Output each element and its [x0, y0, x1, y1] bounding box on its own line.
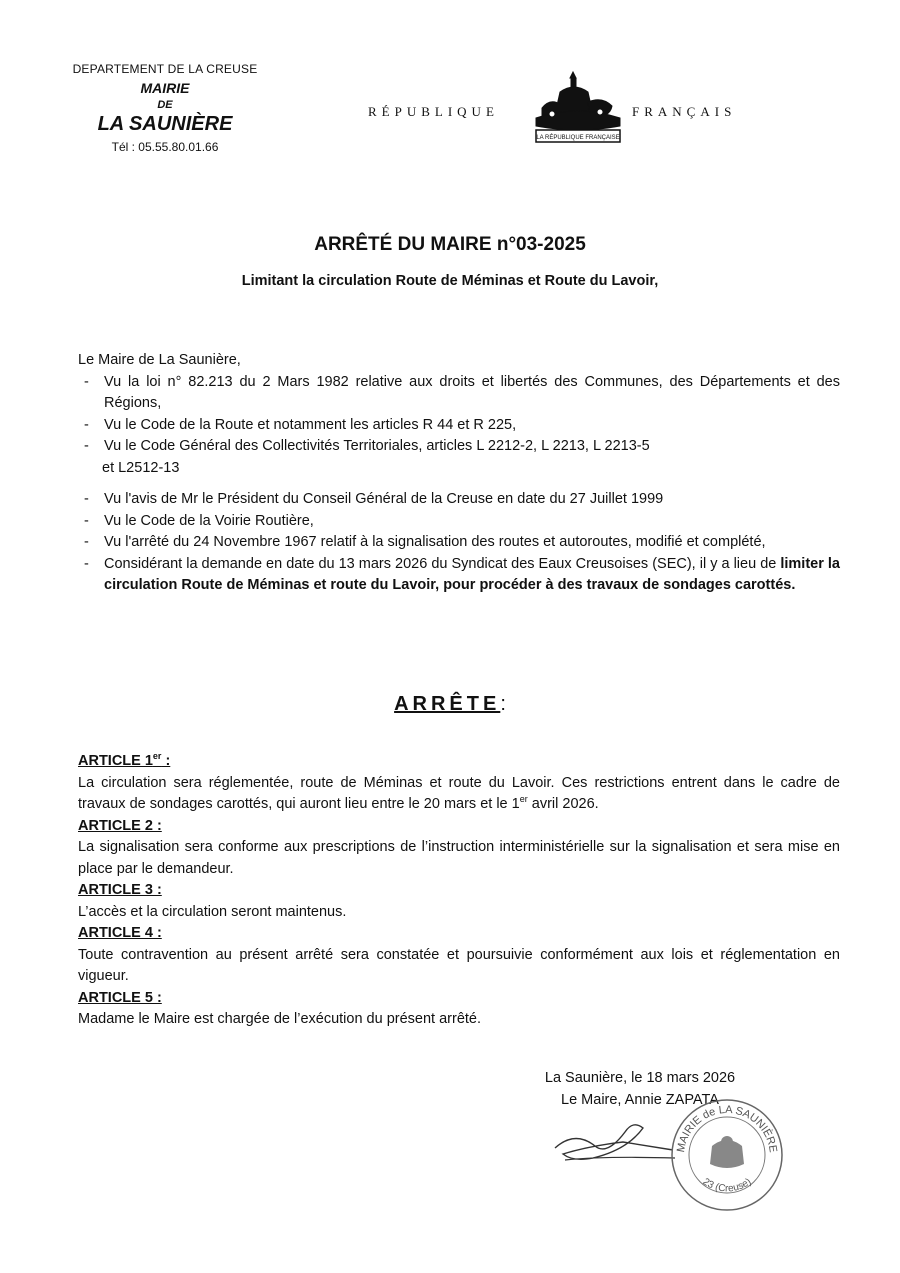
- considerant-end: .: [791, 577, 796, 593]
- visa-item: - Vu le Code de la Route et notamment les articles R 44 et R 225,: [78, 415, 840, 437]
- visa-item: - Vu la loi n° 82.213 du 2 Mars 1982 relative aux droits et libertés des Communes, des Départements et des Régions,: [78, 372, 840, 415]
- article-2-text: La signalisation sera conforme aux prescriptions de l’instruction interministérielle sur la signalisation et sera mise en place par le demandeur.: [78, 839, 840, 877]
- article-3-heading: ARTICLE 3 :: [78, 882, 162, 898]
- arrete-heading: [0, 693, 900, 716]
- arrete-colon: :: [500, 693, 506, 715]
- de-label: DE: [157, 99, 173, 111]
- stamp-top-text: MAIRIE de LA SAUNIÈRE: [675, 1103, 779, 1154]
- document-subtitle: Limitant la circulation Route de Méminas et Route du Lavoir,: [241, 273, 659, 289]
- visa-continuation: et L2512-13: [102, 459, 180, 476]
- article-4-text: Toute contravention au présent arrêté sera constatée et poursuivie conformément aux lois et réglementation en vigueur.: [78, 946, 840, 984]
- article-1-heading: [78, 751, 840, 773]
- signatory: Le Maire, Annie ZAPATA: [561, 1092, 719, 1108]
- republique-label: RÉPUBLIQUE: [368, 104, 499, 119]
- arrete-word: ARRÊTE: [394, 693, 501, 715]
- article-3-text: L’accès et la circulation seront maintenus.: [78, 903, 347, 920]
- article-1-text-part: La circulation sera réglementée, route de Méminas et route du Lavoir. Ces restrictions entrent dans le cadre de travaux de sondages carottés, qui auront lieu entre le 20 mars et le 1: [78, 774, 840, 812]
- articles-section: [78, 751, 840, 1031]
- article-1-text: [78, 773, 840, 816]
- article-5-heading: ARTICLE 5 :: [78, 989, 162, 1006]
- considerant-item: [78, 554, 840, 597]
- mairie-stamp-icon: [668, 1096, 786, 1214]
- marianne-emblem-icon: [530, 70, 625, 150]
- article-5-text: Madame le Maire est chargée de l’exécution du présent arrêté.: [78, 1011, 481, 1027]
- mairie-header: [40, 62, 290, 154]
- intro-line: Le Maire de La Saunière,: [78, 352, 241, 368]
- mairie-label: MAIRIE: [140, 80, 190, 96]
- phone-number: Tél : 05.55.80.01.66: [111, 140, 219, 154]
- francaise-label: FRANÇAIS: [632, 104, 737, 119]
- visa-item: - Vu l'avis de Mr le Président du Conseil Général de la Creuse en date du 27 Juillet 1999: [78, 489, 840, 511]
- article-1-text-end: avril 2026.: [527, 796, 599, 812]
- visa-item: - Vu le Code de la Voirie Routière,: [78, 511, 840, 533]
- visas-section: [78, 350, 840, 597]
- department-label: DEPARTEMENT DE LA CREUSE: [72, 62, 258, 76]
- considerant-text: Considérant la demande en date du 13 mars 2026 du Syndicat des Eaux Creusoises (SEC), il y a lieu de: [104, 555, 781, 572]
- emblem-caption: LA RÉPUBLIQUE FRANÇAISE: [536, 135, 620, 141]
- visa-item: - Vu l'arrêté du 24 Novembre 1967 relatif à la signalisation des routes et autoroutes, modifié et complété,: [78, 532, 840, 554]
- visa-item: - Vu le Code Général des Collectivités Territoriales, articles L 2212-2, L 2213, L 2213-5: [78, 436, 840, 458]
- article-1-text-sup: er: [519, 794, 528, 805]
- commune-name: LA SAUNIÈRE: [97, 113, 233, 135]
- place-date: La Saunière, le 18 mars 2026: [544, 1070, 736, 1086]
- considerant-bold: limiter la circulation Route de Méminas et route du Lavoir, pour procéder à des travaux de sondages carottés: [104, 555, 841, 593]
- article-1-heading-sup: er: [152, 751, 162, 762]
- svg-text:23 (Creuse): [701, 1176, 754, 1194]
- article-2-heading: ARTICLE 2 :: [78, 817, 162, 834]
- article-1-heading-text: ARTICLE 1: [78, 753, 153, 769]
- stamp-bottom-text: 23 (Creuse): [700, 1176, 754, 1195]
- article-1-heading-end: :: [161, 753, 171, 769]
- article-4-heading: ARTICLE 4 :: [78, 925, 162, 941]
- document-title: ARRÊTÉ DU MAIRE n°03-2025: [314, 234, 586, 255]
